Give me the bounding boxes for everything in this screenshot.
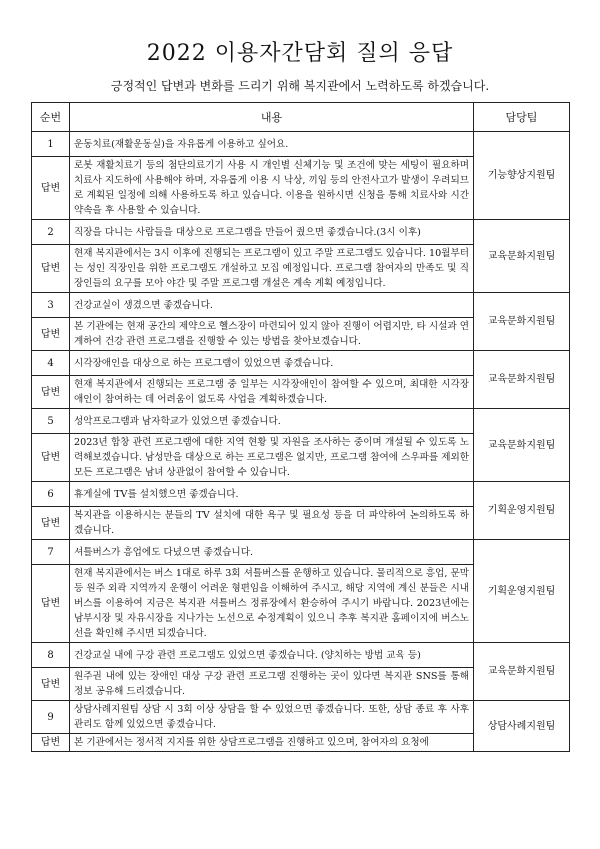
team-name: 교육문화지원팀 [474,293,570,351]
row-number: 7 [32,540,70,565]
row-number: 1 [32,132,70,157]
answer-label: 답변 [32,565,70,643]
row-number: 4 [32,351,70,376]
row-number: 3 [32,293,70,318]
team-name: 교육문화지원팀 [474,643,570,701]
table-header-row [32,103,570,132]
question-text: 셔틀버스가 흥업에도 다녔으면 좋겠습니다. [70,540,474,565]
answer-text: 현재 복지관에서 진행되는 프로그램 중 일부는 시각장애인이 참여할 수 있으며, 최대한 시각장애인이 참여하는 데 어려움이 없도록 사업을 계획하겠습니다. [70,376,474,409]
team-name: 기능향상지원팀 [474,132,570,220]
answer-text: 복지관을 이용하시는 분들의 TV 설치에 대한 욕구 및 필요성 등을 더 파악하여 논의하도록 하겠습니다. [70,507,474,540]
row-number: 6 [32,482,70,507]
question-row [32,482,570,507]
question-text: 운동치료(재활운동실)을 자유롭게 이용하고 싶어요. [70,132,474,157]
answer-text: 본 기관에는 현재 공간의 제약으로 헬스장이 마련되어 있지 않아 진행이 어렵지만, 타 시설과 연계하여 건강 관련 프로그램을 진행할 수 있는 방법을 찾아보겠습니다. [70,318,474,351]
answer-text: 본 기관에서는 정서적 지지를 위한 상담프로그램을 진행하고 있으며, 참여자의 요청에 [70,734,474,752]
question-row [32,220,570,245]
answer-text: 현재 복지관에서는 버스 1대로 하루 3회 셔틀버스를 운행하고 있습니다. 물리적으로 흥업, 문막 등 원주 외곽 지역까지 운행이 어려운 형편임을 이해하여 주시고, 해당 지역에 계신 분들은 시내버스를 이용하여 지금은 복지관 셔틀버스 정류장에서 환승하여 주시기 바랍니다. 2023년에는 남부시장 및 자유시장을 지나가는 노선으로 수정계획이 있으니 추후 복지관 홈페이지에 버스노선을 확인해 주시면 되겠습니다. [70,565,474,643]
question-text: 건강교실이 생겼으면 좋겠습니다. [70,293,474,318]
team-name: 교육문화지원팀 [474,220,570,293]
team-name: 기획운영지원팀 [474,482,570,540]
question-row [32,293,570,318]
question-row [32,643,570,668]
answer-label: 답변 [32,507,70,540]
team-name: 상담사례지원팀 [474,701,570,752]
question-text: 성악프로그램과 남자학교가 있었으면 좋겠습니다. [70,409,474,434]
answer-text: 로봇 재활치료기 등의 첨단의료기기 사용 시 개인별 신체기능 및 조건에 맞는 세팅이 필요하며 치료사 지도하에 사용해야 하며, 자유롭게 이용 시 낙상, 끼임 등의 안전사고가 발생이 우려되므로 계획된 일정에 의해 사용하도록 하고 있습니다. 이용을 원하시면 신청을 통해 치료사와 시간 약속을 후 사용할 수 있습니다. [70,157,474,220]
row-number: 9 [32,701,70,734]
row-number: 2 [32,220,70,245]
header-team: 담당팀 [474,103,570,132]
row-number: 8 [32,643,70,668]
question-row [32,701,570,734]
answer-label: 답변 [32,376,70,409]
question-text: 직장을 다니는 사람들을 대상으로 프로그램을 만들어 줬으면 좋겠습니다.(3시 이후) [70,220,474,245]
team-name: 교육문화지원팀 [474,409,570,482]
question-row [32,540,570,565]
page-title: 2022 이용자간담회 질의 응답 [146,41,454,66]
question-text: 휴게실에 TV를 설치했으면 좋겠습니다. [70,482,474,507]
question-text: 시각장애인을 대상으로 하는 프로그램이 있었으면 좋겠습니다. [70,351,474,376]
answer-text: 2023년 합창 관련 프로그램에 대한 지역 현황 및 자원을 조사하는 중이며 개설될 수 있도록 노력해보겠습니다. 남성만을 대상으로 하는 프로그램은 없지만, 프로그램 참여에 스우파를 제외한 모든 프로그램은 남녀 상관없이 참여할 수 있습니다. [70,434,474,482]
answer-label: 답변 [32,668,70,701]
answer-label: 답변 [32,318,70,351]
team-name: 기획운영지원팀 [474,540,570,643]
qa-table [31,102,570,752]
answer-label: 답변 [32,245,70,293]
question-row [32,132,570,157]
answer-label: 답변 [32,434,70,482]
team-name: 교육문화지원팀 [474,351,570,409]
header-no: 순번 [32,103,70,132]
header-content: 내용 [70,103,474,132]
answer-text: 현재 복지관에서는 3시 이후에 진행되는 프로그램이 있고 주말 프로그램도 있습니다. 10월부터는 성인 직장인을 위한 프로그램도 개설하고 모집 예정입니다. 프로그램 참여자의 만족도 및 직장인들의 요구를 모아 야간 및 주말 프로그램 개설은 계속 계획 예정입니다. [70,245,474,293]
answer-text: 원주권 내에 있는 장애인 대상 구강 관련 프로그램 진행하는 곳이 있다면 복지관 SNS를 통해 정보 공유해 드리겠습니다. [70,668,474,701]
question-row [32,351,570,376]
question-row [32,409,570,434]
question-text: 상담사례지원팀 상담 시 3회 이상 상담을 할 수 있었으면 좋겠습니다. 또한, 상담 종료 후 사후관리도 함께 있었으면 좋겠습니다. [70,701,474,734]
qa-table-body [32,132,570,752]
row-number: 5 [32,409,70,434]
question-text: 건강교실 내에 구강 관련 프로그램도 있었으면 좋겠습니다. (양치하는 방법 교육 등) [70,643,474,668]
answer-label: 답변 [32,734,70,752]
page-subtitle: 긍정적인 답변과 변화를 드리기 위해 복지관에서 노력하도록 하겠습니다. [110,79,490,93]
answer-label: 답변 [32,157,70,220]
